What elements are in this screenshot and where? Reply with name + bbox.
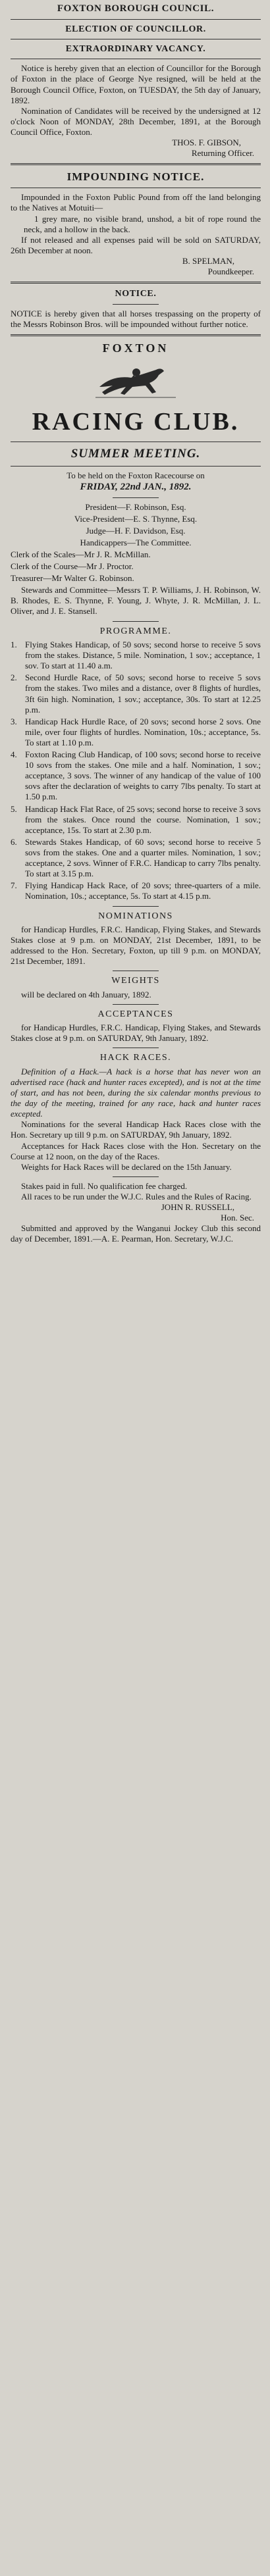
divider — [113, 906, 159, 907]
officers-list — [11, 502, 261, 584]
impounding-title: IMPOUNDING NOTICE. — [67, 170, 205, 184]
officer-line: Treasurer—Mr Walter G. Robinson. — [11, 573, 134, 584]
programme-title: PROGRAMME. — [99, 626, 172, 636]
divider — [11, 334, 261, 336]
council-paragraph-2: Nomination of Candidates will be received by the undersigned at 12 o'clock Noon of MONDAY, 28th December, 1891, at the Borough Council Office, Foxton. — [11, 105, 261, 137]
racing-title: RACING CLUB. — [32, 408, 240, 436]
impounding-paragraph-2: 1 grey mare, no visible brand, unshod, a bit of rope round the neck, and a hollow in the back. — [24, 213, 261, 234]
divider — [11, 466, 261, 467]
programme-item — [11, 672, 261, 715]
nominations-title: NOMINATIONS — [98, 911, 173, 921]
race-date: FRIDAY, 22nd JAN., 1892. — [80, 481, 192, 492]
rules-text: All races to be run under the W.J.C. Rules and the Rules of Racing. — [21, 1191, 252, 1201]
programme-text: Stewards Stakes Handicap, of 60 sovs; second horse to receive 5 sovs from the stakes. One and a quarter miles. Nomination, 1 sov.; acceptance, 2 sovs. Winner of F.R.C. Handicap to carry 7lbs penalty. To start at 3.15 p.m. — [25, 836, 261, 879]
impounding-paragraph-3: If not released and all expenses paid will be sold on SATURDAY, 26th December at noon. — [11, 234, 261, 255]
council-title: FOXTON BOROUGH COUNCIL. — [57, 3, 215, 14]
programme-number: 7. — [11, 880, 17, 891]
officer-line: Handicappers—The Committee. — [80, 537, 192, 547]
programme-number: 6. — [11, 836, 17, 847]
programme-number: 2. — [11, 672, 17, 683]
weights-title: WEIGHTS — [111, 976, 160, 986]
stakes-text: Stakes paid in full. No qualification fee charged. — [21, 1180, 188, 1191]
racehorse-illustration-icon — [11, 361, 261, 401]
weights-text: will be declared on 4th January, 1892. — [21, 989, 151, 999]
acceptances-text: for Handicap Hurdles, F.R.C. Handicap, Flying Stakes, and Stewards Stakes close at 9 p.m. on SATURDAY, 9th January, 1892. — [11, 1023, 261, 1044]
programme-item — [11, 837, 261, 879]
hack-nominations: Nominations for the several Handicap Hack Races close with the Hon. Secretary up till 9 p.m. on SATURDAY, 9th January, 1892. — [11, 1119, 261, 1140]
programme-number: 5. — [11, 803, 17, 814]
hack-races-title: HACK RACES. — [99, 1053, 172, 1063]
council-advert — [11, 3, 261, 159]
notice-title: NOTICE. — [115, 289, 157, 299]
officer-line: Judge—H. F. Davidson, Esq. — [86, 525, 186, 536]
council-signature-title: Returning Officer. — [191, 148, 254, 159]
nominations-text: for Handicap Hurdles, F.R.C. Handicap, Flying Stakes, and Stewards Stakes close at 9 p.m. on MONDAY, 21st December, 1891, to be addressed to the Hon. Secretary, Foxton, up till 9 p.m. on MONDAY, 21st December, 1891. — [11, 924, 261, 967]
programme-item — [11, 804, 261, 836]
hack-definition: Definition of a Hack.—A hack is a horse that has never won an advertised race (hack and hunter races excepted), and is not at the time of start, and has not been, during the six calendar months previous to the day of the meeting, trained for any race, hack and hunter races excepted. — [11, 1066, 261, 1119]
programme-text: Foxton Racing Club Handicap, of 100 sovs; second horse to receive 10 sovs from the stakes. One mile and a half. Nomination, 1 sov.; acceptance, 3 sovs. The winner of any handicap of the value of 100 sovs after the declaration of weights to carry 7lbs penalty. To start at 1.50 p.m. — [25, 749, 261, 802]
notice-text: NOTICE is hereby given that all horses trespassing on the property of the Messrs Robinson Bros. will be impounded without further notice. — [11, 308, 261, 329]
officer-line: Vice-President—E. S. Thynne, Esq. — [74, 513, 198, 524]
programme-text: Handicap Hack Flat Race, of 25 sovs; second horse to receive 3 sovs from the stakes. Once round the course. Nomination, 1 sov.; acceptance, 15s. To start at 2.30 p.m. — [25, 803, 261, 835]
programme-number: 3. — [11, 716, 17, 726]
divider — [113, 621, 159, 622]
hack-acceptances: Acceptances for Hack Races close with the Hon. Secretary on the Course at 12 noon, on the day of the Races. — [11, 1140, 261, 1161]
racing-signature-title: Hon. Sec. — [221, 1213, 254, 1223]
programme-text: Second Hurdle Race, of 50 sovs; second horse to receive 5 sovs from the stakes. Two miles and a distance, over 8 flights of hurdles, 3ft 6in high. Nomination, 1 sov.; acceptance, 30s. To start at 12.25 p.m. — [25, 672, 261, 715]
programme-item — [11, 749, 261, 803]
acceptances-title: ACCEPTANCES — [97, 1009, 174, 1019]
programme-item — [11, 640, 261, 671]
officer-line: Clerk of the Course—Mr J. Proctor. — [11, 561, 134, 572]
impounding-advert — [11, 170, 261, 277]
programme-item — [11, 717, 261, 748]
racing-footer: Submitted and approved by the Wanganui Jockey Club this second day of December, 1891.—A. E. Pearman, Hon. Secretary, W.J.C. — [11, 1223, 261, 1244]
divider — [113, 1004, 159, 1005]
council-signature: THOS. F. GIBSON, — [172, 138, 241, 148]
programme-list — [11, 640, 261, 902]
impounding-paragraph-1: Impounded in the Foxton Public Pound from off the land belonging to the Natives at Motuiti— — [11, 192, 261, 213]
programme-item — [11, 880, 261, 901]
divider — [11, 282, 261, 284]
officer-line: President—F. Robinson, Esq. — [85, 501, 186, 512]
programme-text: Flying Handicap Hack Race, of 20 sovs; three-quarters of a mile. Nomination, 10s.; acceptance, 5s. To start at 4.15 p.m. — [25, 880, 261, 901]
racing-place: FOXTON — [102, 341, 169, 355]
held-line: To be held on the Foxton Racecourse on — [67, 470, 205, 480]
divider — [113, 304, 159, 305]
impounding-signature-title: Poundkeeper. — [207, 266, 254, 277]
racing-signature: JOHN R. RUSSELL, — [161, 1202, 234, 1213]
racing-advert — [11, 341, 261, 1245]
council-subtitle: ELECTION OF COUNCILLOR. — [65, 24, 206, 34]
stewards-text: Stewards and Committee—Messrs T. P. Williams, J. H. Robinson, W. B. Rhodes, E. S. Thynne, F. Young, J. Whyte, J. R. McMillan, J. L. Oliver, and J. E. Stansell. — [11, 585, 261, 617]
divider — [113, 1176, 159, 1177]
hack-weights: Weights for Hack Races will be declared on the 15th January. — [21, 1161, 232, 1172]
programme-number: 1. — [11, 639, 17, 649]
council-paragraph-1: Notice is hereby given that an election of Councillor for the Borough of Foxton in the place of George Nye resigned, will be held at the Borough Council Office, Foxton, on TUESDAY, the 5th day of January, 1892. — [11, 63, 261, 105]
meeting-title: SUMMER MEETING. — [70, 447, 201, 461]
officer-line: Clerk of the Scales—Mr J. R. McMillan. — [11, 549, 151, 559]
divider — [113, 497, 159, 498]
notice-advert — [11, 288, 261, 330]
divider — [11, 163, 261, 165]
programme-number: 4. — [11, 749, 17, 760]
impounding-signature: B. SPELMAN, — [182, 256, 234, 266]
divider — [11, 19, 261, 20]
racehorse-icon — [93, 361, 178, 401]
council-heading: EXTRAORDINARY VACANCY. — [65, 43, 206, 54]
programme-text: Flying Stakes Handicap, of 50 sovs; second horse to receive 5 sovs from the stakes. Distance, 5 mile. Nomination, 1 sov.; acceptance, 1 sov. To start at 11.40 a.m. — [25, 639, 261, 671]
programme-text: Handicap Hack Hurdle Race, of 20 sovs; second horse 2 sovs. One mile, over four flights of hurdles. Nomination, 10s.; acceptance, 5s. To start at 1.10 p.m. — [25, 716, 261, 747]
